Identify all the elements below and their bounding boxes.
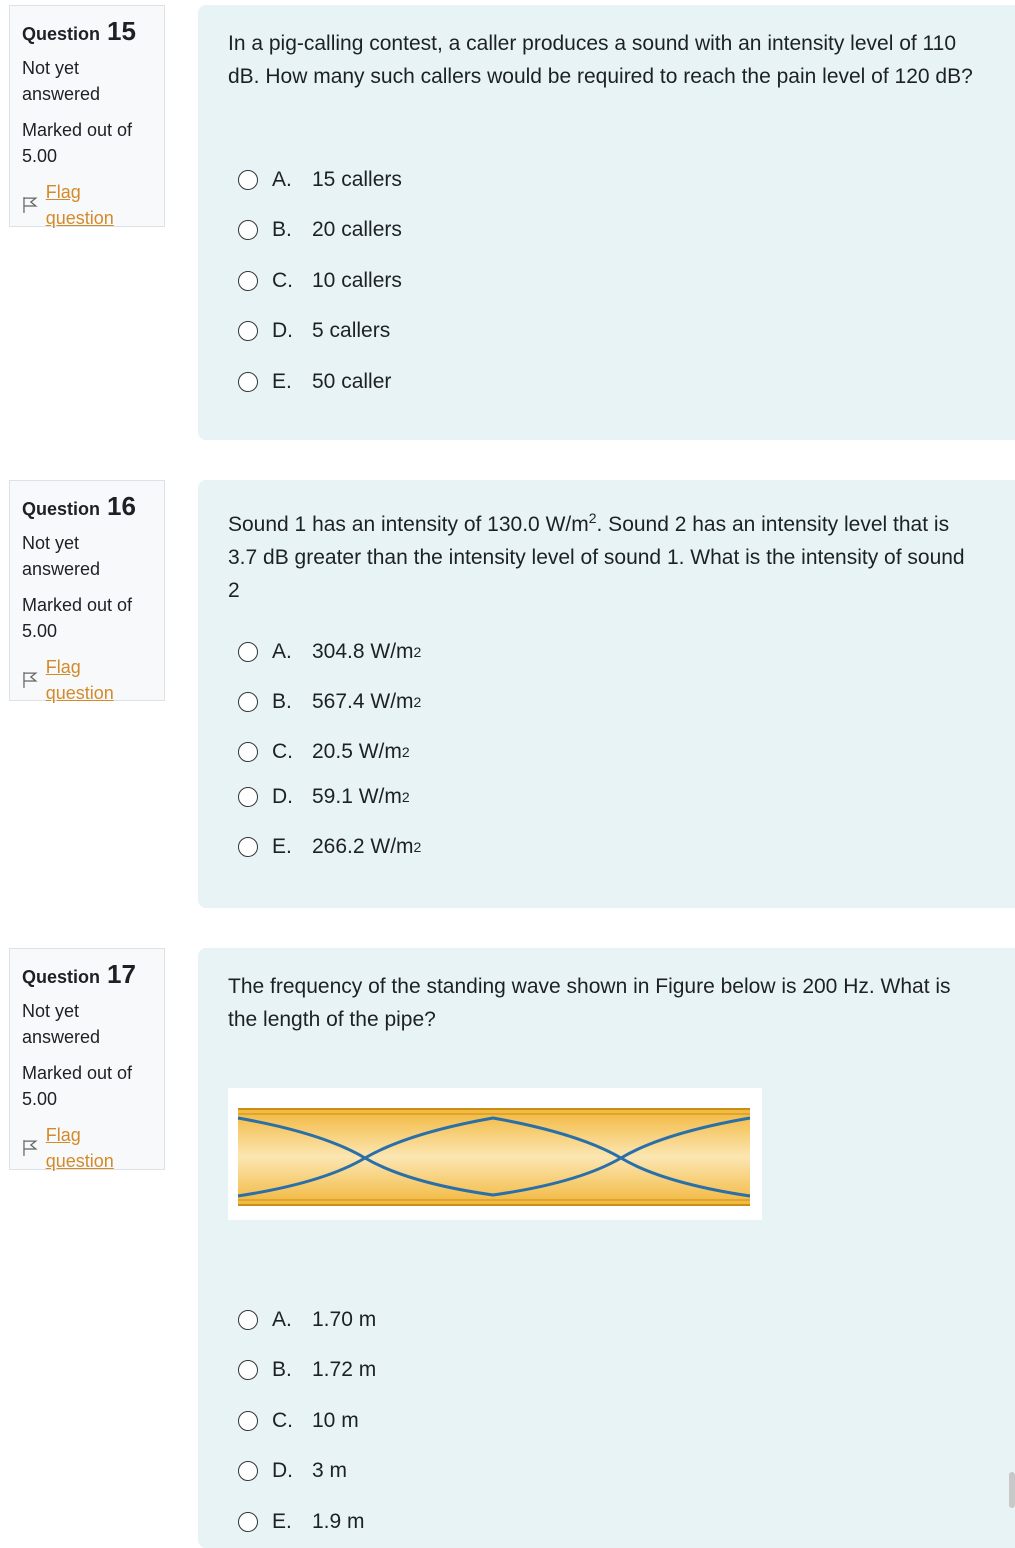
flag-question-link[interactable]: Flag question <box>45 182 114 228</box>
question-title: Question 15 <box>22 16 136 46</box>
question-number: 17 <box>107 959 136 989</box>
standing-wave-pipe-icon <box>228 1088 762 1220</box>
radio-button[interactable] <box>238 220 258 240</box>
flag-icon <box>22 671 38 689</box>
answer-option-c[interactable]: C. 20.5 W/m 2 <box>238 740 410 764</box>
answer-option-d[interactable]: D. 5 callers <box>238 319 390 343</box>
answer-option-a[interactable]: A. 15 callers <box>238 168 402 192</box>
flag-question-link[interactable]: Flag question <box>45 657 114 703</box>
radio-button[interactable] <box>238 321 258 341</box>
radio-button[interactable] <box>238 372 258 392</box>
question-content-16 <box>198 480 1015 908</box>
standing-wave-figure <box>228 1088 762 1220</box>
answer-option-c[interactable]: C. 10 callers <box>238 269 402 293</box>
question-text: Sound 1 has an intensity of 130.0 $W/m^2$. Sound 2 has an intensity level that is 3.7 dB greater than the intensity level of sound 1. What is the intensity of sound 2 <box>228 510 965 602</box>
radio-button[interactable] <box>238 271 258 291</box>
flag-question-button[interactable] <box>22 179 152 231</box>
answer-option-c[interactable]: C. 10 m <box>238 1409 359 1433</box>
flag-question-link[interactable]: Flag question <box>45 1125 114 1171</box>
radio-button[interactable] <box>238 837 258 857</box>
radio-button[interactable] <box>238 742 258 762</box>
radio-button[interactable] <box>238 1411 258 1431</box>
question-state: Not yet answered <box>22 533 101 579</box>
answer-option-e[interactable]: E. 50 caller <box>238 370 391 394</box>
answer-option-b[interactable]: B. 1.72 m <box>238 1358 376 1382</box>
question-grade: Marked out of 5.00 <box>22 1063 133 1109</box>
question-title: Question 17 <box>22 959 136 989</box>
answer-option-d[interactable]: D. 59.1 W/m 2 <box>238 785 410 809</box>
question-state: Not yet answered <box>22 1001 101 1047</box>
question-number: 15 <box>107 16 136 46</box>
answer-option-b[interactable]: B. 20 callers <box>238 218 402 242</box>
radio-button[interactable] <box>238 170 258 190</box>
flag-question-button[interactable] <box>22 1122 152 1174</box>
question-content-15 <box>198 5 1015 440</box>
question-info-16 <box>9 480 165 701</box>
flag-icon <box>22 1139 38 1157</box>
radio-button[interactable] <box>238 1310 258 1330</box>
scrollbar-thumb[interactable] <box>1009 1472 1015 1508</box>
radio-button[interactable] <box>238 1360 258 1380</box>
radio-button[interactable] <box>238 1512 258 1532</box>
answer-option-a[interactable]: A. 1.70 m <box>238 1308 376 1332</box>
question-content-17 <box>198 948 1015 1548</box>
question-title: Question 16 <box>22 491 136 521</box>
answer-option-d[interactable]: D. 3 m <box>238 1459 347 1483</box>
flag-question-button[interactable] <box>22 654 152 706</box>
question-text: In a pig-calling contest, a caller produces a sound with an intensity level of 110 dB. How many such callers would be required to reach the pain level of 120 dB? <box>228 32 973 88</box>
flag-icon <box>22 196 38 214</box>
question-text: The frequency of the standing wave shown in Figure below is 200 Hz. What is the length of the pipe? <box>228 975 951 1031</box>
answer-option-a[interactable]: A. 304.8 W/m 2 <box>238 640 421 664</box>
question-number: 16 <box>107 491 136 521</box>
radio-button[interactable] <box>238 1461 258 1481</box>
question-grade: Marked out of 5.00 <box>22 120 133 166</box>
radio-button[interactable] <box>238 692 258 712</box>
question-info-15 <box>9 5 165 227</box>
question-info-17 <box>9 948 165 1170</box>
answer-option-b[interactable]: B. 567.4 W/m 2 <box>238 690 421 714</box>
question-state: Not yet answered <box>22 58 101 104</box>
question-grade: Marked out of 5.00 <box>22 595 133 641</box>
radio-button[interactable] <box>238 642 258 662</box>
answer-option-e[interactable]: E. 1.9 m <box>238 1510 365 1534</box>
answer-option-e[interactable]: E. 266.2 W/m 2 <box>238 835 421 859</box>
radio-button[interactable] <box>238 787 258 807</box>
